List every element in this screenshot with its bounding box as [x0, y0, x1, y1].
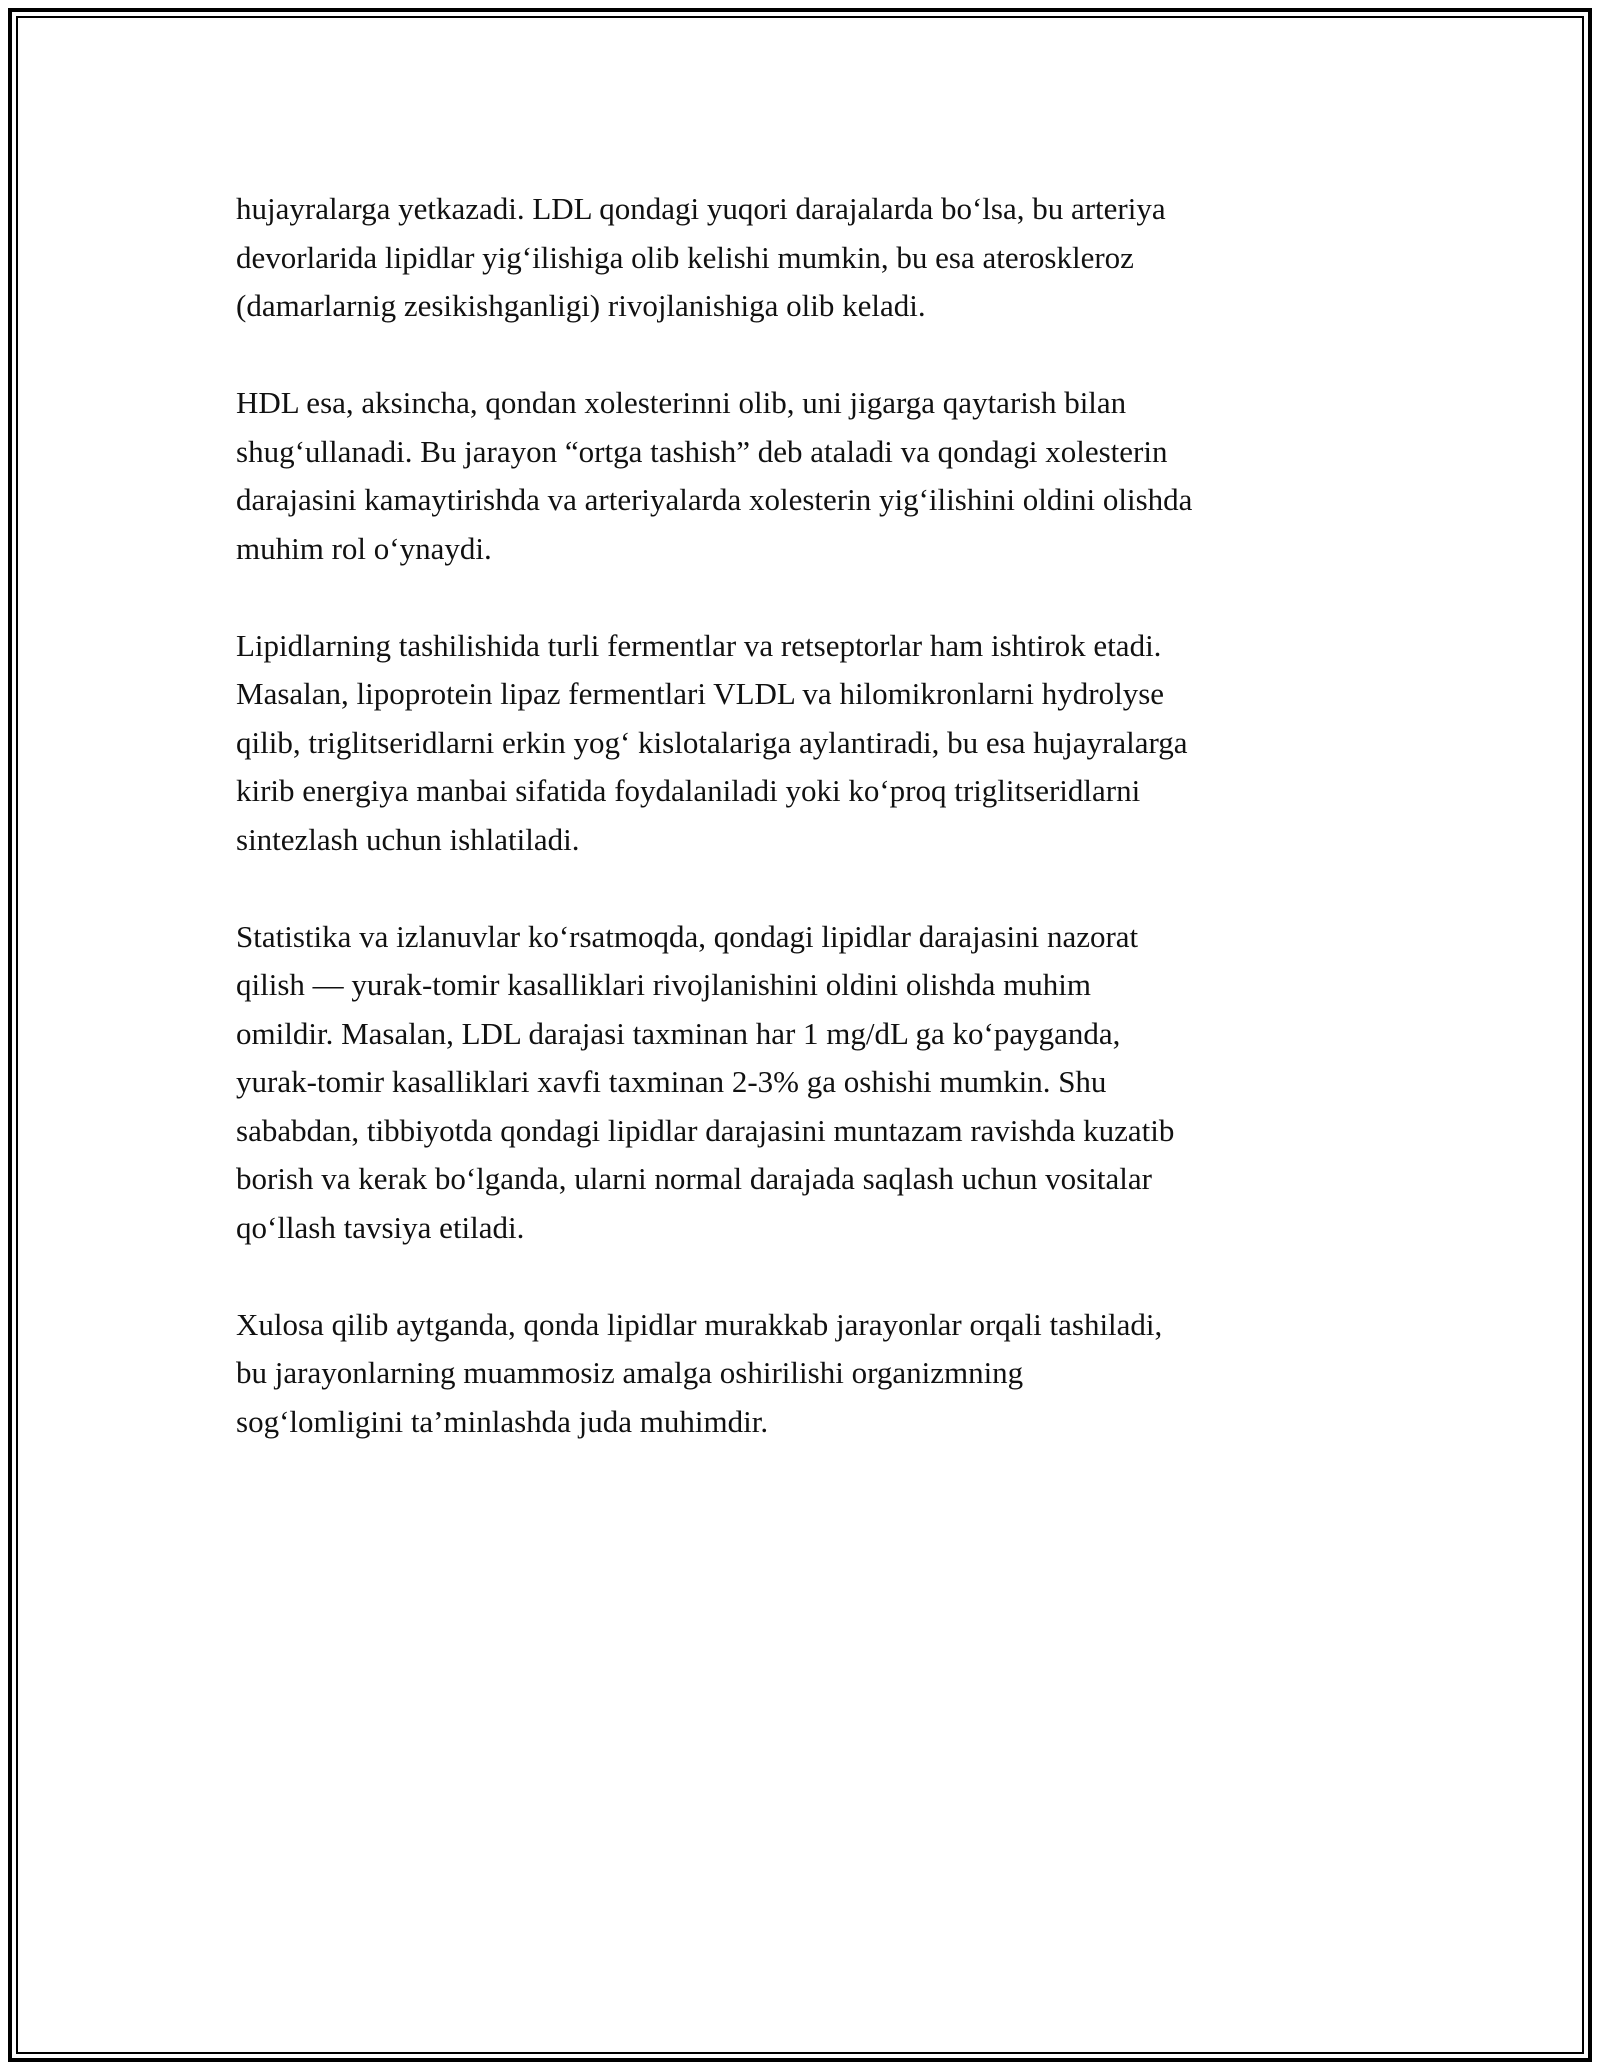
text-line: sababdan, tibbiyotda qondagi lipidlar darajasini muntazam ravishda kuzatib [236, 1112, 1175, 1148]
text-line: qilib, triglitseridlarni erkin yog‘ kislotalariga aylantiradi, bu esa hujayralarga [236, 724, 1188, 760]
text-line: omildir. Masalan, LDL darajasi taxminan har 1 mg/dL ga ko‘payganda, [236, 1015, 1121, 1051]
text-line: Xulosa qilib aytganda, qonda lipidlar murakkab jarayonlar orqali tashiladi, [236, 1306, 1163, 1342]
paragraph-hdl-transport [236, 379, 1376, 573]
text-line: sog‘lomligini ta’minlashda juda muhimdir. [236, 1403, 769, 1439]
document-body [236, 185, 1376, 1495]
text-line: bu jarayonlarning muammosiz amalga oshirilishi organizmning [236, 1355, 1024, 1390]
text-line: (damarlarnig zesikishganligi) rivojlanishiga olib keladi. [236, 288, 926, 323]
text-line: darajasini kamaytirishda va arteriyalarda xolesterin yig‘ilishini oldini olishda [236, 482, 1193, 517]
paragraph-enzymes-receptors [236, 622, 1376, 865]
text-line: sintezlash uchun ishlatiladi. [236, 821, 580, 857]
paragraph-conclusion [236, 1301, 1376, 1447]
paragraph-statistics [236, 913, 1376, 1253]
text-line: qo‘llash tavsiya etiladi. [236, 1209, 525, 1245]
text-line: borish va kerak bo‘lganda, ularni normal darajada saqlash uchun vositalar [236, 1161, 1152, 1196]
paragraph-ldl-deposition [236, 185, 1376, 331]
text-line: hujayralarga yetkazadi. LDL qondagi yuqori darajalarda bo‘lsa, bu arteriya [236, 191, 1166, 226]
text-line: kirib energiya manbai sifatida foydalaniladi yoki ko‘proq triglitseridlarni [236, 773, 1141, 808]
text-line: Statistika va izlanuvlar ko‘rsatmoqda, qondagi lipidlar darajasini nazorat [236, 918, 1139, 954]
text-line: qilish — yurak-tomir kasalliklari rivojlanishini oldini olishda muhim [236, 967, 1091, 1002]
text-line: shug‘ullanadi. Bu jarayon “ortga tashish” deb ataladi va qondagi xolesterin [236, 433, 1168, 469]
text-line: muhim rol o‘ynaydi. [236, 530, 492, 566]
text-line: HDL esa, aksincha, qondan xolesterinni olib, uni jigarga qaytarish bilan [236, 385, 1127, 420]
text-line: Lipidlarning tashilishida turli fermentlar va retseptorlar ham ishtirok etadi. [236, 627, 1162, 663]
text-line: yurak-tomir kasalliklari xavfi taxminan 2-3% ga oshishi mumkin. Shu [236, 1064, 1107, 1099]
text-line: devorlarida lipidlar yig‘ilishiga olib kelishi mumkin, bu esa ateroskleroz [236, 239, 1134, 275]
text-line: Masalan, lipoprotein lipaz fermentlari VLDL va hilomikronlarni hydrolyse [236, 676, 1165, 711]
